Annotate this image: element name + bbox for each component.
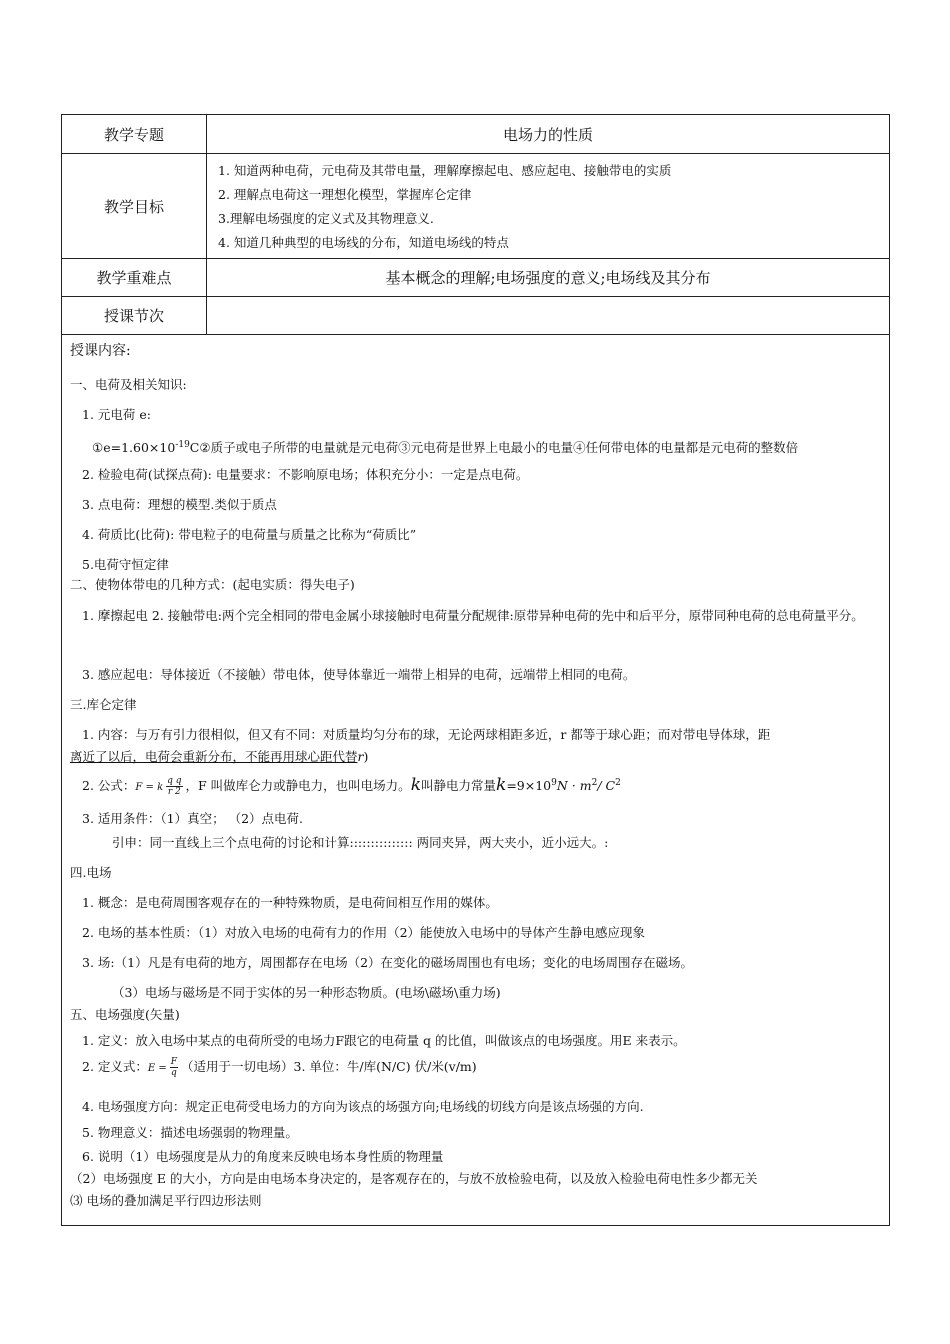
content-line: 4. 电场强度方向：规定正电荷受电场力的方向为该点的场强方向;电场线的切线方向是该点场强的方向. [82,1099,644,1114]
content-line [92,437,885,456]
content-line: 1. 摩擦起电 2. 接触带电:两个完全相同的带电金属小球接触时电荷量分配规律:原带异种电荷的先中和后平分，原带同种电荷的总电荷量平分。 [82,608,864,623]
text-run: ①e=1.60×10 [92,440,176,456]
content-line: ⑶ 电场的叠加满足平行四边形法则 [70,1193,262,1208]
content-line: 3. 场:（1）凡是有电荷的地方，周围都存在电场（2）在变化的磁场周围也有电场；变化的电场周围存在磁场。 [82,955,694,970]
content-line [70,749,885,765]
content-line: 2. 检验电荷(试探点荷): 电量要求：不影响原电场；体积充分小：一定是点电荷。 [82,467,529,482]
content-line: 4. 荷质比(比荷): 带电粒子的电荷量与质量之比称为“荷质比” [82,527,417,542]
goals-label: 教学目标 [62,154,207,259]
goal-item: 4. 知道几种典型的电场线的分布，知道电场线的特点 [218,235,509,250]
content-line: 2. 电场的基本性质：（1）对放入电场的电荷有力的作用（2）能使放入电场中的导体产生静电感应现象 [82,925,646,940]
goal-item: 1. 知道两种电荷，元电荷及其带电量，理解摩擦起电、感应起电、接触带电的实质 [218,163,672,178]
topic-label: 教学专题 [62,115,207,154]
exponent: 2 [615,778,621,788]
text-run: 2. 公式： [82,778,136,794]
content-line: 1. 元电荷 e: [82,407,151,422]
underlined-text: 离近了以后，电荷会重新分布，不能再用球心距代替 [70,749,358,764]
exponent: 2 [591,778,598,788]
content-line: 5. 物理意义：描述电场强弱的物理量。 [82,1125,298,1140]
content-line [82,775,885,797]
content-line: （2）电场强度 E 的大小，方向是由电场本身决定的，是客观存在的，与放不放检验电荷，以及放入检验电荷电性多少都无关 [70,1171,758,1186]
section-heading: 二、使物体带电的几种方式：(起电实质：得失电子) [70,577,355,592]
text-run: （适用于一切电场）3. 单位：牛/库(N/C) 伏/米(v/m) [181,1059,477,1074]
section-heading: 一、电荷及相关知识: [70,377,187,392]
fraction-denominator: r 2 [167,787,181,798]
section-heading: 五、电场强度(矢量) [70,1007,180,1022]
text-run: ) [363,749,369,764]
content-line: 1. 内容：与万有引力很相似，但又有不同：对质量均匀分布的球，无论两球相距多近，r 都等于球心距；而对带电导体球，距 [82,727,771,742]
content-line: 5.电荷守恒定律 [82,557,169,572]
content-line: 6. 说明（1）电场强度是从力的角度来反映电场本身性质的物理量 [82,1149,444,1164]
formula-text: E = [147,1063,167,1074]
text-run: ，F 叫做库仑力或静电力，也叫电场力。 [185,778,411,794]
fraction-numerator: F [170,1057,178,1067]
session-label: 授课节次 [62,297,207,335]
content-line: 3. 点电荷：理想的模型.类似于质点 [82,497,277,512]
key-points-value: 基本概念的理解;电场强度的意义;电场线及其分布 [207,259,890,297]
section-heading: 三.库仑定律 [70,697,137,712]
content-line: 1. 概念：是电荷周围客观存在的一种特殊物质，是电荷间相互作用的媒体。 [82,895,498,910]
content-line: 3. 感应起电：导体接近（不接触）带电体，使导体靠近一端带上相异的电荷，远端带上相同的电荷。 [82,667,636,682]
formula-text: k [496,775,507,796]
text-run: C②质子或电子所带的电量就是元电荷③元电荷是世界上电最小的电量④任何带电体的电量都是元电荷的整数倍 [189,440,799,456]
topic-value: 电场力的性质 [207,115,890,154]
exponent: 9 [551,778,557,788]
content-line: 3. 适用条件：（1）真空； （2）点电荷. [82,811,304,826]
goal-item: 2. 理解点电荷这一理想化模型，掌握库仑定律 [218,187,472,202]
lesson-page [61,114,890,1226]
session-value [207,297,890,335]
exponent: -19 [175,440,190,450]
content-heading: 授课内容: [70,343,131,359]
fraction-numerator: q q [167,776,182,787]
text-run: 叫静电力常量 [421,778,497,794]
lesson-content [61,335,890,1226]
formula-text: / C [597,778,616,794]
formula-text: N · m [556,778,592,794]
goal-item: 3.理解电场强度的定义式及其物理意义. [218,211,434,226]
coulomb-fraction [166,776,182,797]
content-line [82,1057,885,1078]
key-points-label: 教学重难点 [62,259,207,297]
field-fraction [170,1057,178,1078]
formula-text: F = k [135,782,164,794]
section-heading: 四.电场 [70,865,112,880]
formula-text: k [410,775,421,796]
content-line: 1. 定义：放入电场中某点的电荷所受的电场力F跟它的电荷量 q 的比值，叫做该点的电场强度。用E 来表示。 [82,1033,686,1048]
text-run: 2. 定义式： [82,1059,148,1074]
goals-cell [207,154,890,259]
text-run: =9×10 [506,778,552,794]
lesson-header-table [61,114,890,335]
content-line: 引申：同一直线上三个点电荷的讨论和计算::::::::::::::: 两同夹异，两大夹小，近小远大。: [112,835,609,850]
content-line: （3）电场与磁场是不同于实体的另一种形态物质。(电场\磁场\重力场) [112,985,501,1000]
fraction-denominator: q [171,1068,177,1078]
text-run: r [357,749,364,764]
